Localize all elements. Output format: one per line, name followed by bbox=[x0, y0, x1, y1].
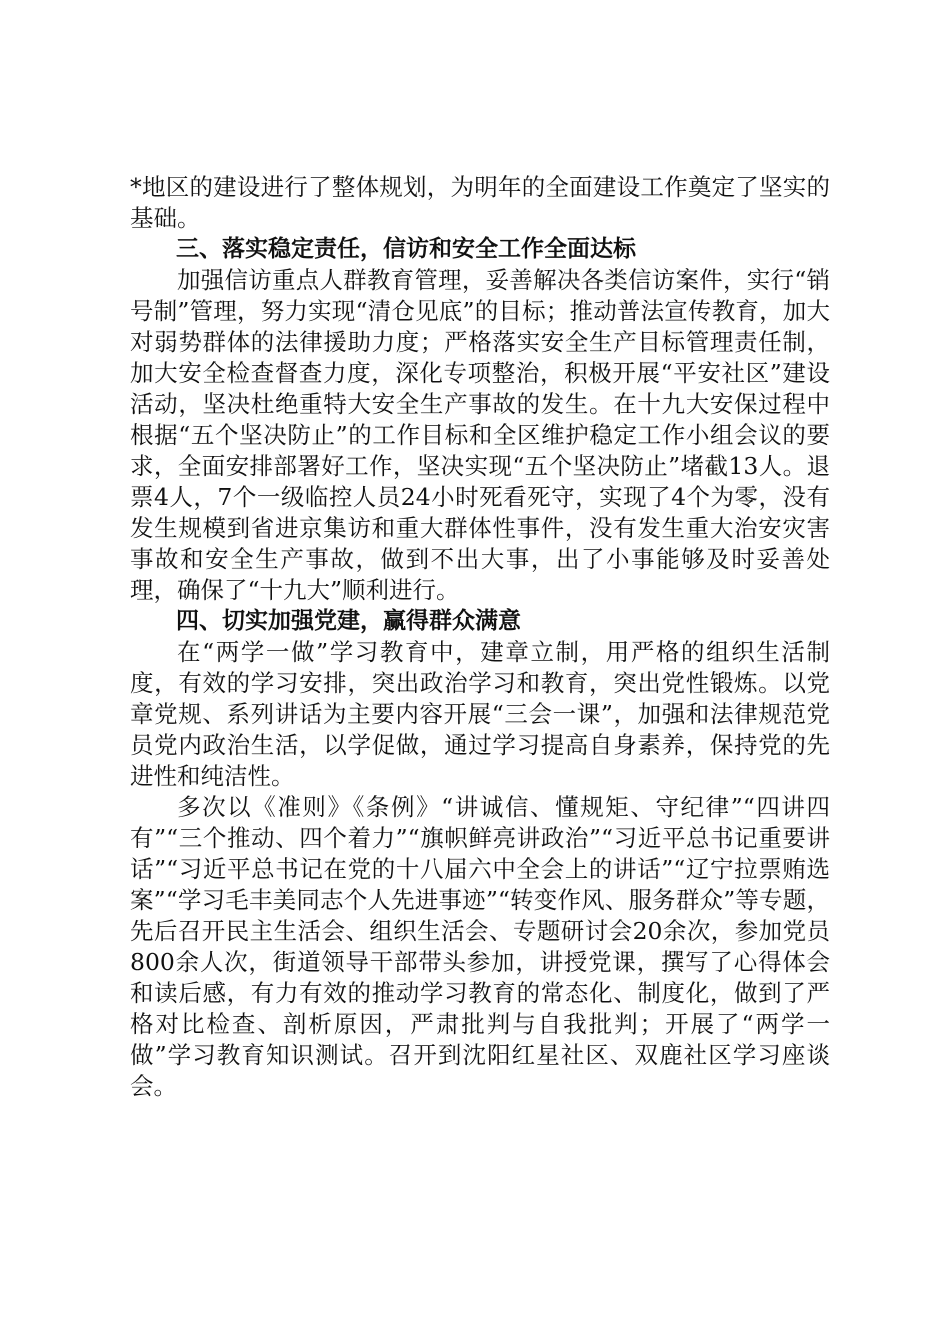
section-3-paragraph-1: 加强信访重点人群教育管理，妥善解决各类信访案件，实行“销号制”管理，努力实现“清仓见底”的目标；推动普法宣传教育，加大对弱势群体的法律援助力度；严格落实安全生产目标管理责任制，加大安全检查督查力度，深化专项整治，积极开展“平安社区”建设活动，坚决杜绝重特大安全生产事故的发生。在十九大安保过程中根据“五个坚决防止”的工作目标和全区维护稳定工作小组会议的要求，全面安排部署好工作，坚决实现“五个坚决防止”堵截13人。退票4人，7个一级临控人员24小时死看死守，实现了4个为零，没有发生规模到省进京集访和重大群体性事件，没有发生重大治安灾害事故和安全生产事故，做到不出大事，出了小事能够及时妥善处理，确保了“十九大”顺利进行。 bbox=[130, 266, 830, 604]
intro-paragraph: *地区的建设进行了整体规划，为明年的全面建设工作奠定了坚实的基础。 bbox=[130, 173, 830, 232]
section-heading-4: 四、切实加强党建，赢得群众满意 bbox=[176, 608, 521, 634]
section-4-paragraph-1: 在“两学一做”学习教育中，建章立制，用严格的组织生活制度，有效的学习安排，突出政治学习和教育，突出党性锻炼。以党章党规、系列讲话为主要内容开展“三会一课”，加强和法律规范党员党内政治生活，以学促做，通过学习提高自身素养，保持党的先进性和纯洁性。 bbox=[130, 638, 830, 790]
section-4-paragraph-2: 多次以《准则》《条例》“讲诚信、懂规矩、守纪律”“四讲四有”“三个推动、四个着力”“旗帜鲜亮讲政治”“习近平总书记重要讲话”“习近平总书记在党的十八届六中全会上的讲话”“辽宁拉票贿选案”“学习毛丰美同志个人先进事迹”“转变作风、服务群众”等专题，先后召开民主生活会、组织生活会、专题研讨会20余次，参加党员800余人次，街道领导干部带头参加，讲授党课，撰写了心得体会和读后感，有力有效的推动学习教育的常态化、制度化，做到了严格对比检查、剖析原因，严肃批判与自我批判；开展了“两学一做”学习教育知识测试。召开到沈阳红星社区、双鹿社区学习座谈会。 bbox=[130, 793, 830, 1100]
section-heading-3: 三、落实稳定责任，信访和安全工作全面达标 bbox=[176, 236, 636, 262]
document-page bbox=[130, 172, 830, 1102]
